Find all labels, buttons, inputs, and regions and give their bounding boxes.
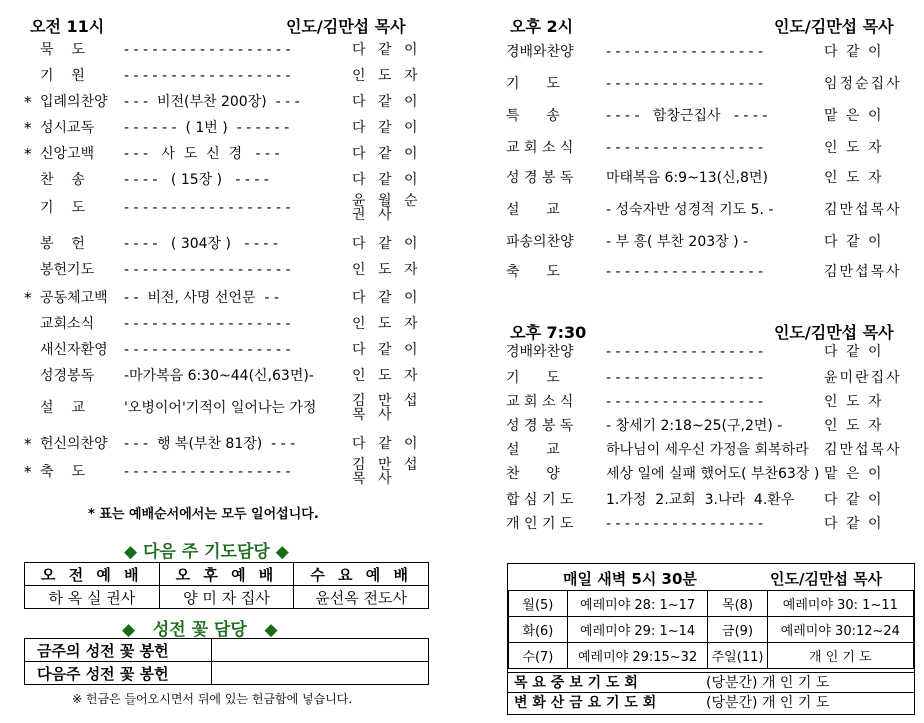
dawn-day: 목(8) xyxy=(708,591,767,617)
standing-mark: * xyxy=(24,93,32,111)
order-row xyxy=(20,364,440,388)
order-row xyxy=(20,258,440,282)
order-leader: 다 같 이 xyxy=(352,236,422,252)
order-content: - - - 사 도 신 경 - - - xyxy=(124,146,280,162)
dawn-extra-row xyxy=(508,692,914,713)
order-label: 경배와찬양 xyxy=(506,44,574,60)
order-row xyxy=(506,166,916,190)
order-row xyxy=(506,136,916,160)
order-label: 특 송 xyxy=(506,108,560,124)
evening-time: 오후 7:30 xyxy=(510,323,587,342)
order-row xyxy=(506,488,916,512)
order-row xyxy=(506,462,916,486)
order-row xyxy=(20,232,440,256)
order-content: - 창세기 2:18~25(구,2면) - xyxy=(606,418,783,434)
morning-leader: 인도/김만섭 목사 xyxy=(286,17,406,36)
order-content: - - - - - - - - - - - - - - - - - - xyxy=(124,316,291,332)
order-leader: 인 도 자 xyxy=(824,170,884,186)
order-label: 헌신의찬양 xyxy=(40,436,108,452)
order-label: 설 교 xyxy=(40,400,85,416)
order-content: - - - - - - - - - - - - - - - - - xyxy=(606,76,764,92)
order-row xyxy=(506,104,916,128)
flower-next-week: 다음주 성전 꽃 봉헌 xyxy=(25,662,212,685)
dawn-day: 주일(11) xyxy=(708,643,767,669)
order-row xyxy=(506,340,916,364)
order-label: 축 도 xyxy=(506,264,560,280)
order-content: - - - - - - - - - - - - - - - - - - xyxy=(124,464,291,480)
order-content: - - - - - - - - - - - - - - - - - xyxy=(606,370,764,386)
afternoon-leader: 인도/김만섭 목사 xyxy=(774,17,894,36)
order-label: 새신자환영 xyxy=(40,342,108,358)
dawn-passage: 예레미야 30:12~24 xyxy=(767,617,913,643)
standing-mark: * xyxy=(24,119,32,137)
prayer-name-wednesday: 윤선옥 전도사 xyxy=(294,586,429,609)
order-label: 찬 양 xyxy=(506,466,560,482)
dawn-row xyxy=(509,643,914,669)
prayer-name-afternoon: 양 미 자 집사 xyxy=(159,586,294,609)
order-content: - - - 비전(부찬 200장) - - - xyxy=(124,94,300,110)
flower-this-week-value xyxy=(212,639,429,662)
order-label: 공동체고백 xyxy=(40,290,108,306)
order-content: -마가복음 6:30~44(신,63면)- xyxy=(124,368,314,384)
order-row xyxy=(20,38,440,62)
order-row xyxy=(506,72,916,96)
order-row xyxy=(506,438,916,462)
order-content: - - - - - - - - - - - - - - - - - xyxy=(606,394,764,410)
order-row xyxy=(506,230,916,254)
order-leader: 맡 은 이 xyxy=(824,466,884,482)
dawn-extra-leader: (당분간) 개 인 기 도 xyxy=(706,695,830,711)
order-leader: 다 같 이 xyxy=(352,146,422,162)
order-leader: 다 같 이 xyxy=(824,516,884,532)
order-leader: 김만섭목사 xyxy=(824,442,902,458)
dawn-day: 금(9) xyxy=(708,617,767,643)
order-leader: 다 같 이 xyxy=(824,44,884,60)
order-row xyxy=(506,390,916,414)
order-label: 교 회 소 식 xyxy=(506,394,574,410)
order-label: 설 교 xyxy=(506,202,560,218)
order-label: 합 심 기 도 xyxy=(506,492,574,508)
order-row xyxy=(20,168,440,192)
flower-next-week-value xyxy=(212,662,429,685)
order-label: 개 인 기 도 xyxy=(506,516,574,532)
order-content: - - - - - - - - - - - - - - - - - - xyxy=(124,68,291,84)
order-content: - - - - ( 304장 ) - - - - xyxy=(124,236,278,252)
order-label: 성 경 봉 독 xyxy=(506,170,574,186)
order-label: 파송의찬양 xyxy=(506,234,574,250)
flower-this-week: 금주의 성전 꽃 봉헌 xyxy=(25,639,212,662)
order-content: - - - - - - - - - - - - - - - - - xyxy=(606,140,764,156)
order-label: 기 도 xyxy=(506,370,560,386)
order-leader: 김만섭목사 xyxy=(824,202,902,218)
offering-note: ※ 헌금은 들어오시면서 뒤에 있는 헌금함에 넣습니다. xyxy=(72,692,353,706)
order-label: 기 도 xyxy=(506,76,560,92)
order-row xyxy=(20,116,440,140)
order-label: 설 교 xyxy=(506,442,560,458)
order-label: 묵 도 xyxy=(40,42,85,58)
evening-leader: 인도/김만섭 목사 xyxy=(774,323,894,342)
dawn-extra-label: 목 요 중 보 기 도 회 xyxy=(514,675,638,691)
dawn-row xyxy=(509,591,914,617)
order-label: 기 원 xyxy=(40,68,85,84)
order-content: 1.가정 2.교회 3.나라 4.환우 xyxy=(606,492,795,508)
order-leader: 다 같 이 xyxy=(824,234,884,250)
order-content: - - - - - - ( 1번 ) - - - - - - xyxy=(124,120,290,136)
order-leader: 인 도 자 xyxy=(352,68,422,84)
order-row xyxy=(20,457,440,487)
order-label: 입례의찬양 xyxy=(40,94,108,110)
order-content: - - - - 함창근집사 - - - - xyxy=(606,108,768,124)
order-row xyxy=(20,286,440,310)
dawn-day: 화(6) xyxy=(509,617,568,643)
order-row xyxy=(506,512,916,536)
standing-mark: * xyxy=(24,435,32,453)
order-leader: 다 같 이 xyxy=(352,172,422,188)
order-leader: 다 같 이 xyxy=(352,94,422,110)
dawn-day: 월(5) xyxy=(509,591,568,617)
order-leader: 인 도 자 xyxy=(824,394,884,410)
dawn-passage: 예레미야 29: 1~14 xyxy=(567,617,708,643)
order-row xyxy=(20,90,440,114)
dawn-extra-row xyxy=(508,672,914,693)
order-label: 성 경 봉 독 xyxy=(506,418,574,434)
dawn-extra-label: 변 화 산 금 요 기 도 회 xyxy=(514,695,657,711)
order-content: - - - - - - - - - - - - - - - - - - xyxy=(124,262,291,278)
standing-mark: * xyxy=(24,289,32,307)
dawn-leader: 인도/김만섭 목사 xyxy=(770,570,883,588)
header-wednesday: 수 요 예 배 xyxy=(294,563,429,586)
order-label: 봉 헌 xyxy=(40,236,85,252)
dawn-extra-leader: (당분간) 개 인 기 도 xyxy=(706,675,830,691)
order-content: - - - - ( 15장 ) - - - - xyxy=(124,172,269,188)
dawn-box xyxy=(507,563,915,715)
order-content: - - - 행 복(부찬 81장) - - - xyxy=(124,436,296,452)
order-leader: 다 같 이 xyxy=(352,290,422,306)
order-label: 교 회 소 식 xyxy=(506,140,574,156)
order-content: 세상 일에 실패 했어도( 부찬63장 ) xyxy=(606,466,820,482)
standing-note: * 표는 예배순서에서는 모두 일어섭니다. xyxy=(88,507,319,522)
order-row xyxy=(20,338,440,362)
order-label: 축 도 xyxy=(40,464,85,480)
order-content: - 성숙자반 성경적 기도 5. - xyxy=(606,202,774,218)
flower-title: ◆ 성전 꽃 담당 ◆ xyxy=(122,620,278,640)
order-leader: 김만섭목사 xyxy=(824,264,902,280)
next-prayer-title: ◆ 다음 주 기도담당 ◆ xyxy=(124,542,289,562)
flower-table xyxy=(24,638,429,685)
order-row xyxy=(506,40,916,64)
order-leader: 임정순집사 xyxy=(824,76,902,92)
order-row xyxy=(20,193,440,223)
order-content: - - - - - - - - - - - - - - - - - xyxy=(606,516,764,532)
order-leader: 다 같 이 xyxy=(352,342,422,358)
standing-mark: * xyxy=(24,145,32,163)
order-leader: 인 도 자 xyxy=(352,316,422,332)
order-leader: 다 같 이 xyxy=(352,120,422,136)
order-content: - - - - - - - - - - - - - - - - - - xyxy=(124,342,291,358)
order-content: - 부 흥( 부찬 203장 ) - xyxy=(606,234,749,250)
order-row xyxy=(506,366,916,390)
order-content: 하나님이 세우신 가정을 회복하라 xyxy=(606,442,809,458)
dawn-row xyxy=(509,617,914,643)
order-row xyxy=(506,198,916,222)
dawn-time: 매일 새벽 5시 30분 xyxy=(563,570,697,588)
order-content: - - - - - - - - - - - - - - - - - xyxy=(606,344,764,360)
order-content: - - - - - - - - - - - - - - - - - - xyxy=(124,200,291,216)
dawn-table xyxy=(508,590,914,669)
order-leader: 맡 은 이 xyxy=(824,108,884,124)
next-prayer-table xyxy=(24,562,429,609)
dawn-day: 수(7) xyxy=(509,643,568,669)
afternoon-time: 오후 2시 xyxy=(510,17,574,36)
order-leader: 윤미란집사 xyxy=(824,370,902,386)
order-leader: 김 만 섭 목 사 xyxy=(352,457,422,487)
prayer-name-morning: 하 옥 실 권사 xyxy=(25,586,160,609)
order-label: 신앙고백 xyxy=(40,146,95,162)
dawn-passage: 개 인 기 도 xyxy=(767,643,913,669)
order-content: - - 비전, 사명 선언문 - - xyxy=(124,290,279,306)
order-content: - - - - - - - - - - - - - - - - - - xyxy=(124,42,291,58)
order-content: - - - - - - - - - - - - - - - - - xyxy=(606,264,764,280)
dawn-passage: 예레미야 28: 1~17 xyxy=(567,591,708,617)
order-row xyxy=(20,312,440,336)
order-label: 성시교독 xyxy=(40,120,95,136)
order-content: - - - - - - - - - - - - - - - - - xyxy=(606,44,764,60)
order-label: 성경봉독 xyxy=(40,368,95,384)
order-label: 교회소식 xyxy=(40,316,95,332)
header-morning: 오 전 예 배 xyxy=(25,563,160,586)
order-label: 경배와찬양 xyxy=(506,344,574,360)
order-leader: 인 도 자 xyxy=(824,140,884,156)
order-leader: 다 같 이 xyxy=(824,492,884,508)
order-label: 봉헌기도 xyxy=(40,262,95,278)
order-leader: 인 도 자 xyxy=(352,262,422,278)
dawn-passage: 예레미야 29:15~32 xyxy=(567,643,708,669)
order-leader: 다 같 이 xyxy=(352,436,422,452)
order-row xyxy=(506,260,916,284)
order-label: 기 도 xyxy=(40,200,85,216)
order-content: '오병이어'기적이 일어나는 가정 xyxy=(124,400,317,416)
order-row xyxy=(506,414,916,438)
order-leader: 다 같 이 xyxy=(824,344,884,360)
order-label: 찬 송 xyxy=(40,172,85,188)
order-content: 마태복음 6:9~13(신,8면) xyxy=(606,170,768,186)
order-leader: 인 도 자 xyxy=(352,368,422,384)
order-leader: 다 같 이 xyxy=(352,42,422,58)
standing-mark: * xyxy=(24,463,32,481)
dawn-passage: 예레미야 30: 1~11 xyxy=(767,591,913,617)
order-row xyxy=(20,432,440,456)
morning-time: 오전 11시 xyxy=(30,17,105,36)
order-leader: 김 만 섭 목 사 xyxy=(352,393,422,423)
header-afternoon: 오 후 예 배 xyxy=(159,563,294,586)
order-row xyxy=(20,393,440,423)
order-leader: 윤 월 순 권 사 xyxy=(352,193,422,223)
order-leader: 인 도 자 xyxy=(824,418,884,434)
order-row xyxy=(20,142,440,166)
order-row xyxy=(20,64,440,88)
